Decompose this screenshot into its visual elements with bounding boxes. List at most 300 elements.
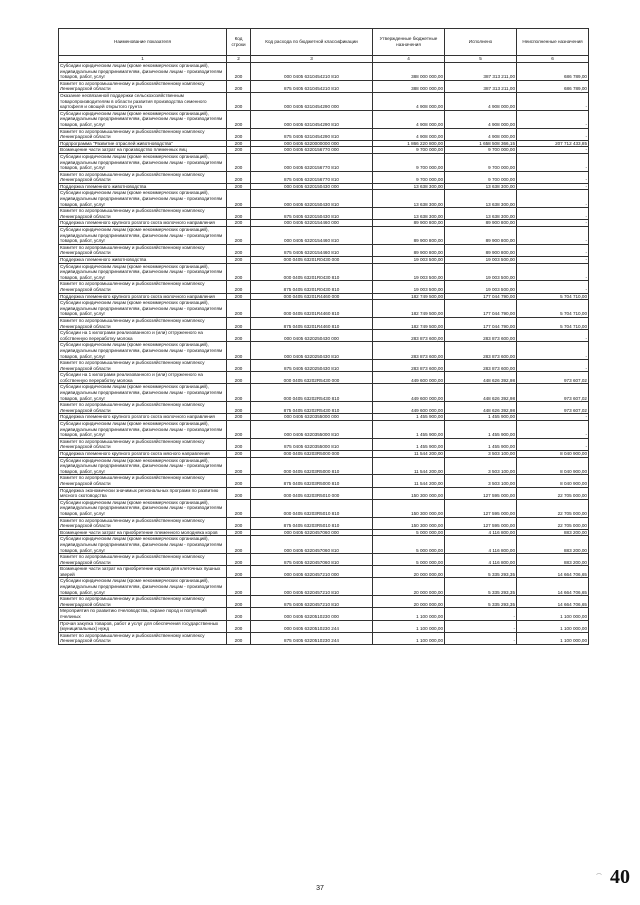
header-line-code: Код строки	[227, 29, 251, 56]
row-budget-code: 000 0405 63201R4460 000	[251, 293, 373, 300]
row-unexecuted: -	[517, 92, 589, 110]
row-name: Поддержка племенного крупного рогатого скота молочного направления	[59, 414, 227, 421]
row-budget-code: 875 0405 6320457210 810	[251, 596, 373, 608]
row-unexecuted: 973 607,02	[517, 384, 589, 402]
column-number: 5	[445, 56, 517, 63]
row-name: Комитет по агропромышленному и рыбохозяйственному комплексу Ленинградской области	[59, 517, 227, 529]
row-executed: -	[445, 632, 517, 644]
row-name: Субсидии юридическим лицам (кроме некоммерческих организаций), индивидуальным предпринимателям, физическим лицам - производителям товаров, работ, услуг	[59, 536, 227, 554]
row-approved: 1 100 000,00	[373, 620, 445, 632]
row-executed: -	[445, 608, 517, 620]
table-row	[59, 414, 589, 421]
row-budget-code: 000 0405 6320510230 000	[251, 608, 373, 620]
row-executed: 127 595 000,00	[445, 499, 517, 517]
row-approved: 283 873 600,00	[373, 342, 445, 360]
row-name: Субсидии на 1 килограмм реализованного и (или) отгруженного на собственную переработку молока	[59, 372, 227, 384]
row-approved: 89 900 800,00	[373, 227, 445, 245]
row-name: Комитет по агропромышленному и рыбохозяйственному комплексу Ленинградской области	[59, 475, 227, 487]
page-number: 37	[316, 885, 324, 892]
table-row	[59, 208, 589, 220]
row-unexecuted: -	[517, 220, 589, 227]
row-name: Возмещение части затрат на приобретение племенного молодняка коров	[59, 529, 227, 536]
row-executed: 3 503 100,00	[445, 451, 517, 458]
header-executed: Исполнено	[445, 29, 517, 56]
table-row	[59, 438, 589, 450]
header-name: Наименование показателя	[59, 29, 227, 56]
row-budget-code: 875 0405 63201R0430 810	[251, 281, 373, 293]
table-row	[59, 372, 589, 384]
row-approved: 1 100 000,00	[373, 608, 445, 620]
row-name: Комитет по агропромышленному и рыбохозяйственному комплексу Ленинградской области	[59, 317, 227, 329]
row-budget-code: 000 0405 63202R5430 810	[251, 384, 373, 402]
row-executed: 1 658 508 366,15	[445, 140, 517, 147]
row-name: Субсидии юридическим лицам (кроме некоммерческих организаций), индивидуальным предпринимателям, физическим лицам - производителям товаров, работ, услуг	[59, 457, 227, 475]
row-approved: 20 000 000,00	[373, 596, 445, 608]
row-approved: 283 873 600,00	[373, 360, 445, 372]
row-line-code: 200	[227, 281, 251, 293]
row-executed: 89 900 800,00	[445, 244, 517, 256]
table-row	[59, 263, 589, 281]
row-name: Возмещение части затрат на приобретение кормов для клеточных пушных зверей	[59, 566, 227, 578]
row-unexecuted: 8 040 900,00	[517, 451, 589, 458]
row-unexecuted: 14 664 706,65	[517, 596, 589, 608]
row-executed: 5 335 293,35	[445, 578, 517, 596]
row-unexecuted: 1 100 000,00	[517, 632, 589, 644]
column-number: 3	[251, 56, 373, 63]
row-line-code: 200	[227, 208, 251, 220]
row-unexecuted: -	[517, 244, 589, 256]
row-unexecuted: -	[517, 171, 589, 183]
table-row	[59, 63, 589, 81]
row-budget-code: 000 0405 6320250430 810	[251, 342, 373, 360]
row-unexecuted: 883 200,00	[517, 529, 589, 536]
table-row	[59, 402, 589, 414]
table-row	[59, 110, 589, 128]
row-executed: 283 873 600,00	[445, 360, 517, 372]
row-unexecuted: -	[517, 190, 589, 208]
row-name: Поддержка племенного животноводства	[59, 257, 227, 264]
row-budget-code: 000 0405 6320355000 000	[251, 414, 373, 421]
row-name: Поддержка племенного животноводства	[59, 183, 227, 190]
table-row	[59, 342, 589, 360]
row-budget-code: 000 0405 6320457210 000	[251, 566, 373, 578]
row-executed: 127 595 000,00	[445, 487, 517, 499]
row-name: Комитет по агропромышленному и рыбохозяйственному комплексу Ленинградской области	[59, 244, 227, 256]
row-executed: 387 313 211,00	[445, 63, 517, 81]
row-line-code: 200	[227, 499, 251, 517]
table-row	[59, 293, 589, 300]
row-line-code: 200	[227, 451, 251, 458]
row-executed: 3 503 100,00	[445, 457, 517, 475]
table-row	[59, 451, 589, 458]
row-name: Субсидии юридическим лицам (кроме некоммерческих организаций), индивидуальным предпринимателям, физическим лицам - производителям товаров, работ, услуг	[59, 300, 227, 318]
row-budget-code: 000 0405 6320457060 000	[251, 529, 373, 536]
table-row	[59, 281, 589, 293]
row-approved: 182 749 500,00	[373, 293, 445, 300]
row-budget-code: 875 0405 6320355000 810	[251, 438, 373, 450]
row-budget-code: 000 0405 6320510230 244	[251, 620, 373, 632]
row-unexecuted: -	[517, 263, 589, 281]
row-executed: 4 908 000,00	[445, 110, 517, 128]
row-approved: 4 908 000,00	[373, 128, 445, 140]
table-row	[59, 487, 589, 499]
row-unexecuted: 883 200,00	[517, 536, 589, 554]
row-name: Поддержка племенного крупного рогатого скота молочного направления	[59, 293, 227, 300]
row-line-code: 200	[227, 554, 251, 566]
row-line-code: 200	[227, 566, 251, 578]
row-name: Комитет по агропромышленному и рыбохозяйственному комплексу Ленинградской области	[59, 554, 227, 566]
row-budget-code: 000 0405 63201R0430 810	[251, 263, 373, 281]
stamp-mark: ⌒	[596, 875, 603, 881]
table-row	[59, 620, 589, 632]
row-executed: 19 003 500,00	[445, 257, 517, 264]
row-name: Субсидии юридическим лицам (кроме некоммерческих организаций), индивидуальным предпринимателям, физическим лицам - производителям товаров, работ, услуг	[59, 153, 227, 171]
handwritten-page-stamp: 40	[610, 866, 630, 888]
row-budget-code: 000 0405 6320150430 810	[251, 190, 373, 208]
row-line-code: 200	[227, 63, 251, 81]
row-approved: 182 749 500,00	[373, 317, 445, 329]
budget-execution-table	[58, 28, 589, 645]
row-budget-code: 000 0405 6320156770 810	[251, 153, 373, 171]
table-row	[59, 183, 589, 190]
row-executed: 5 335 293,35	[445, 566, 517, 578]
row-name: Комитет по агропромышленному и рыбохозяйственному комплексу Ленинградской области	[59, 402, 227, 414]
row-executed: 5 335 293,35	[445, 596, 517, 608]
row-name: Комитет по агропромышленному и рыбохозяйственному комплексу Ленинградской области	[59, 632, 227, 644]
row-approved: 11 544 200,00	[373, 475, 445, 487]
row-name: Комитет по агропромышленному и рыбохозяйственному комплексу Ленинградской области	[59, 360, 227, 372]
row-budget-code: 000 0405 63203R5000 000	[251, 451, 373, 458]
row-unexecuted: -	[517, 183, 589, 190]
row-approved: 5 000 000,00	[373, 529, 445, 536]
row-executed: 4 116 800,00	[445, 536, 517, 554]
row-budget-code: 000 0405 63203R5000 810	[251, 457, 373, 475]
row-approved: 9 700 000,00	[373, 171, 445, 183]
row-budget-code: 875 0405 6310454210 810	[251, 80, 373, 92]
row-approved: 9 700 000,00	[373, 153, 445, 171]
row-unexecuted: 8 040 900,00	[517, 475, 589, 487]
row-approved: 20 000 000,00	[373, 566, 445, 578]
row-unexecuted: 22 705 000,00	[517, 499, 589, 517]
row-executed: 283 873 600,00	[445, 342, 517, 360]
row-name: Субсидии юридическим лицам (кроме некоммерческих организаций), индивидуальным предпринимателям, физическим лицам - производителям товаров, работ, услуг	[59, 384, 227, 402]
table-row	[59, 578, 589, 596]
row-line-code: 200	[227, 438, 251, 450]
row-executed: 9 700 000,00	[445, 153, 517, 171]
header-unexecuted: Неисполненные назначения	[517, 29, 589, 56]
row-approved: 1 866 220 800,00	[373, 140, 445, 147]
row-name: Комитет по агропромышленному и рыбохозяйственному комплексу Ленинградской области	[59, 171, 227, 183]
row-line-code: 200	[227, 110, 251, 128]
row-unexecuted: 5 704 710,00	[517, 317, 589, 329]
row-budget-code: 875 0405 6320156770 810	[251, 171, 373, 183]
table-row	[59, 171, 589, 183]
table-row	[59, 499, 589, 517]
row-unexecuted: 207 712 433,85	[517, 140, 589, 147]
row-unexecuted: -	[517, 360, 589, 372]
row-executed: 127 595 000,00	[445, 517, 517, 529]
row-line-code: 200	[227, 293, 251, 300]
row-unexecuted: 883 200,00	[517, 554, 589, 566]
row-budget-code: 875 0405 63203R5010 810	[251, 517, 373, 529]
row-name: Субсидии юридическим лицам (кроме некоммерческих организаций), индивидуальным предпринимателям, физическим лицам - производителям товаров, работ, услуг	[59, 227, 227, 245]
row-unexecuted: 686 789,00	[517, 63, 589, 81]
row-executed: 1 455 900,00	[445, 421, 517, 439]
header-approved: Утвержденные бюджетные назначения	[373, 29, 445, 56]
table-row	[59, 244, 589, 256]
row-line-code: 200	[227, 342, 251, 360]
row-unexecuted: 8 040 900,00	[517, 457, 589, 475]
row-line-code: 200	[227, 536, 251, 554]
row-unexecuted: -	[517, 330, 589, 342]
row-approved: 1 455 900,00	[373, 414, 445, 421]
row-unexecuted: 14 664 706,65	[517, 578, 589, 596]
row-name: Комитет по агропромышленному и рыбохозяйственному комплексу Ленинградской области	[59, 128, 227, 140]
row-approved: 150 300 000,00	[373, 517, 445, 529]
table-row	[59, 227, 589, 245]
row-unexecuted: -	[517, 281, 589, 293]
row-line-code: 200	[227, 153, 251, 171]
row-unexecuted: 22 705 000,00	[517, 487, 589, 499]
row-unexecuted: -	[517, 110, 589, 128]
row-unexecuted: -	[517, 227, 589, 245]
row-approved: 5 000 000,00	[373, 536, 445, 554]
row-approved: 20 000 000,00	[373, 578, 445, 596]
header-budget-code: Код расхода по бюджетной классификации	[251, 29, 373, 56]
column-number-row	[59, 56, 589, 63]
row-approved: 449 600 000,00	[373, 402, 445, 414]
row-approved: 5 000 000,00	[373, 554, 445, 566]
row-line-code: 200	[227, 147, 251, 154]
table-row	[59, 80, 589, 92]
table-row	[59, 475, 589, 487]
table-row	[59, 190, 589, 208]
row-executed: 9 700 000,00	[445, 147, 517, 154]
column-number: 4	[373, 56, 445, 63]
table-row	[59, 632, 589, 644]
table-row	[59, 220, 589, 227]
row-unexecuted: 973 607,02	[517, 402, 589, 414]
table-row	[59, 140, 589, 147]
row-line-code: 200	[227, 227, 251, 245]
row-approved: 19 003 500,00	[373, 281, 445, 293]
row-line-code: 200	[227, 330, 251, 342]
row-budget-code: 000 0405 6320156770 000	[251, 147, 373, 154]
row-name: Субсидии юридическим лицам (кроме некоммерческих организаций), индивидуальным предпринимателям, физическим лицам - производителям товаров, работ, услуг	[59, 578, 227, 596]
column-number: 2	[227, 56, 251, 63]
row-name: Субсидии юридическим лицам (кроме некоммерческих организаций), индивидуальным предпринимателям, физическим лицам - производителям товаров, работ, услуг	[59, 63, 227, 81]
row-line-code: 200	[227, 257, 251, 264]
row-approved: 11 544 200,00	[373, 457, 445, 475]
row-line-code: 200	[227, 517, 251, 529]
row-line-code: 200	[227, 414, 251, 421]
table-body	[59, 56, 589, 645]
row-budget-code: 000 0405 6320154460 810	[251, 227, 373, 245]
row-name: Возмещение части затрат на производство племенных яиц	[59, 147, 227, 154]
row-name: Подпрограмма "Развитие отраслей животноводства"	[59, 140, 227, 147]
row-executed: 387 313 211,00	[445, 80, 517, 92]
row-line-code: 200	[227, 244, 251, 256]
row-unexecuted: -	[517, 414, 589, 421]
row-approved: 150 300 000,00	[373, 499, 445, 517]
row-line-code: 200	[227, 140, 251, 147]
row-line-code: 200	[227, 620, 251, 632]
row-approved: 13 638 300,00	[373, 183, 445, 190]
row-unexecuted: 973 607,02	[517, 372, 589, 384]
row-line-code: 200	[227, 300, 251, 318]
row-name: Поддержка племенного крупного рогатого скота мясного направления	[59, 451, 227, 458]
row-executed: 177 044 790,00	[445, 293, 517, 300]
row-name: Субсидии юридическим лицам (кроме некоммерческих организаций), индивидуальным предпринимателям, физическим лицам - производителям товаров, работ, услуг	[59, 263, 227, 281]
row-executed: 1 455 900,00	[445, 438, 517, 450]
table-row	[59, 457, 589, 475]
row-approved: 89 900 800,00	[373, 220, 445, 227]
table-row	[59, 128, 589, 140]
row-unexecuted: 1 100 000,00	[517, 620, 589, 632]
row-budget-code: 875 0405 63202R5430 810	[251, 402, 373, 414]
row-unexecuted: -	[517, 342, 589, 360]
row-line-code: 200	[227, 190, 251, 208]
table-row	[59, 360, 589, 372]
row-budget-code: 000 0405 6320355000 810	[251, 421, 373, 439]
table-header	[59, 29, 589, 56]
row-line-code: 200	[227, 596, 251, 608]
row-executed: 9 700 000,00	[445, 171, 517, 183]
row-name: Поддержка экономически значимых региональных программ по развитию мясного скотоводства	[59, 487, 227, 499]
row-budget-code: 000 0405 6320000000 000	[251, 140, 373, 147]
row-line-code: 200	[227, 372, 251, 384]
row-line-code: 200	[227, 457, 251, 475]
row-executed: 177 044 790,00	[445, 317, 517, 329]
row-unexecuted: -	[517, 257, 589, 264]
row-unexecuted: 5 704 710,00	[517, 300, 589, 318]
row-line-code: 200	[227, 421, 251, 439]
row-executed: 177 044 790,00	[445, 300, 517, 318]
table-row	[59, 536, 589, 554]
row-line-code: 200	[227, 360, 251, 372]
row-line-code: 200	[227, 183, 251, 190]
row-budget-code: 875 0405 6320154460 810	[251, 244, 373, 256]
column-number: 1	[59, 56, 227, 63]
row-line-code: 200	[227, 128, 251, 140]
row-line-code: 200	[227, 317, 251, 329]
row-unexecuted: 22 705 000,00	[517, 517, 589, 529]
row-executed: -	[445, 620, 517, 632]
row-name: Комитет по агропромышленному и рыбохозяйственному комплексу Ленинградской области	[59, 80, 227, 92]
row-line-code: 200	[227, 487, 251, 499]
row-approved: 19 003 500,00	[373, 263, 445, 281]
row-executed: 4 908 000,00	[445, 128, 517, 140]
table-row	[59, 257, 589, 264]
row-approved: 150 300 000,00	[373, 487, 445, 499]
row-budget-code: 875 0405 63203R5000 810	[251, 475, 373, 487]
row-name: Субсидии юридическим лицам (кроме некоммерческих организаций), индивидуальным предпринимателям, физическим лицам - производителям товаров, работ, услуг	[59, 190, 227, 208]
row-approved: 1 455 900,00	[373, 421, 445, 439]
row-budget-code: 000 0405 63201R4460 810	[251, 300, 373, 318]
row-executed: 19 003 500,00	[445, 281, 517, 293]
row-unexecuted: -	[517, 147, 589, 154]
row-executed: 448 626 392,98	[445, 372, 517, 384]
table-row	[59, 92, 589, 110]
table-row	[59, 147, 589, 154]
row-budget-code: 000 0405 6310454290 000	[251, 92, 373, 110]
row-line-code: 200	[227, 632, 251, 644]
row-unexecuted: -	[517, 153, 589, 171]
row-name: Поддержка племенного крупного рогатого скота молочного направления	[59, 220, 227, 227]
row-budget-code: 875 0405 6320457060 810	[251, 554, 373, 566]
row-executed: 3 503 100,00	[445, 475, 517, 487]
row-unexecuted: 5 704 710,00	[517, 293, 589, 300]
row-budget-code: 000 0405 6310454210 810	[251, 63, 373, 81]
table-row	[59, 384, 589, 402]
row-name: Субсидии на 1 килограмм реализованного и (или) отгруженного на собственную переработку молока	[59, 330, 227, 342]
row-name: Комитет по агропромышленному и рыбохозяйственному комплексу Ленинградской области	[59, 281, 227, 293]
row-budget-code: 875 0405 63201R4460 810	[251, 317, 373, 329]
row-executed: 13 638 300,00	[445, 208, 517, 220]
row-executed: 13 638 300,00	[445, 190, 517, 208]
row-name: Комитет по агропромышленному и рыбохозяйственному комплексу Ленинградской области	[59, 596, 227, 608]
row-line-code: 200	[227, 402, 251, 414]
report-sheet	[58, 28, 588, 645]
table-row	[59, 421, 589, 439]
row-name: Комитет по агропромышленному и рыбохозяйственному комплексу Ленинградской области	[59, 208, 227, 220]
row-name: Прочая закупка товаров, работ и услуг для обеспечения государственных (муниципальных) нужд	[59, 620, 227, 632]
row-approved: 388 000 000,00	[373, 80, 445, 92]
row-unexecuted: -	[517, 128, 589, 140]
row-unexecuted: -	[517, 208, 589, 220]
table-row	[59, 317, 589, 329]
row-approved: 1 455 900,00	[373, 438, 445, 450]
row-executed: 4 116 800,00	[445, 554, 517, 566]
row-executed: 283 873 600,00	[445, 330, 517, 342]
row-executed: 13 638 300,00	[445, 183, 517, 190]
row-approved: 182 749 500,00	[373, 300, 445, 318]
column-number: 6	[517, 56, 589, 63]
row-name: Мероприятия по развитию пчеловодства, охране пород и популяций пчелиных	[59, 608, 227, 620]
row-line-code: 200	[227, 384, 251, 402]
table-row	[59, 300, 589, 318]
row-line-code: 200	[227, 578, 251, 596]
row-budget-code: 000 0405 6320250430 000	[251, 330, 373, 342]
row-unexecuted: 686 789,00	[517, 80, 589, 92]
row-approved: 388 000 000,00	[373, 63, 445, 81]
row-approved: 449 600 000,00	[373, 372, 445, 384]
row-line-code: 200	[227, 475, 251, 487]
row-name: Субсидии юридическим лицам (кроме некоммерческих организаций), индивидуальным предпринимателям, физическим лицам - производителям товаров, работ, услуг	[59, 421, 227, 439]
table-row	[59, 517, 589, 529]
row-approved: 19 003 500,00	[373, 257, 445, 264]
row-unexecuted: 14 664 706,65	[517, 566, 589, 578]
row-unexecuted: -	[517, 438, 589, 450]
row-budget-code: 875 0405 6320250430 810	[251, 360, 373, 372]
row-executed: 19 003 500,00	[445, 263, 517, 281]
table-row	[59, 596, 589, 608]
row-budget-code: 000 0405 63203R5010 810	[251, 499, 373, 517]
row-executed: 89 900 800,00	[445, 220, 517, 227]
row-approved: 9 700 000,00	[373, 147, 445, 154]
row-executed: 448 626 392,98	[445, 384, 517, 402]
row-executed: 4 908 000,00	[445, 92, 517, 110]
table-row	[59, 529, 589, 536]
row-budget-code: 875 0405 6310454290 810	[251, 128, 373, 140]
row-line-code: 200	[227, 608, 251, 620]
row-line-code: 200	[227, 529, 251, 536]
row-budget-code: 875 0405 6320510230 244	[251, 632, 373, 644]
row-executed: 89 900 800,00	[445, 227, 517, 245]
row-executed: 1 455 900,00	[445, 414, 517, 421]
row-name: Комитет по агропромышленному и рыбохозяйственному комплексу Ленинградской области	[59, 438, 227, 450]
row-executed: 4 116 800,00	[445, 529, 517, 536]
